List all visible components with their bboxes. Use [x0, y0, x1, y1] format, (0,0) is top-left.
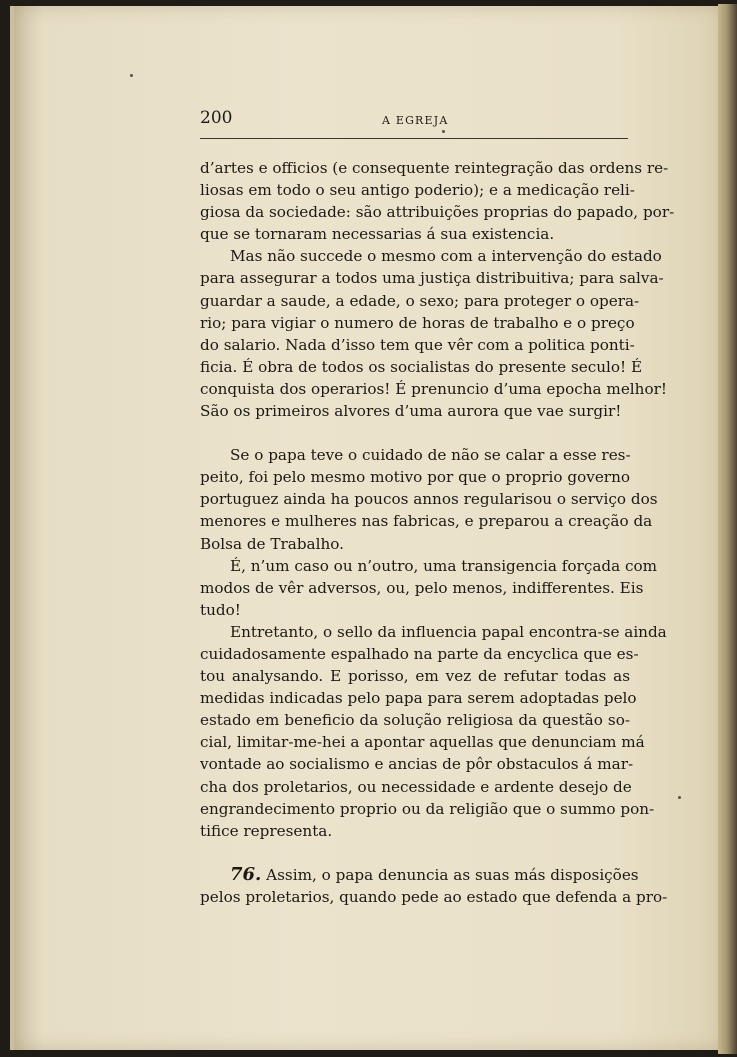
header-rule — [200, 138, 628, 139]
body-text — [200, 157, 675, 908]
paragraph — [200, 621, 667, 842]
text-line: conquista dos operarios! É prenuncio d’uma epocha melhor! — [200, 379, 667, 398]
text-line: Mas não succede o mesmo com a intervenção do estado — [230, 247, 662, 266]
text-line: É, n’um caso ou n’outro, uma transigencia forçada com — [230, 556, 658, 575]
text-line: Entretanto, o sello da influencia papal encontra-se ainda — [230, 622, 667, 641]
text-line: vontade ao socialismo e ancias de pôr obstaculos á mar- — [200, 755, 634, 774]
text-line: que se tornaram necessarias á sua existencia. — [200, 225, 555, 244]
text-line: guardar a saude, a edade, o sexo; para proteger o opera- — [200, 291, 640, 310]
paragraph-gap — [200, 422, 630, 444]
paragraph — [200, 863, 668, 908]
text-line: modos de vêr adversos, ou, pelo menos, indifferentes. Eis — [200, 578, 644, 597]
text-line: cuidadosamente espalhado na parte da encyclica que es- — [200, 644, 639, 663]
text-line: Bolsa de Trabalho. — [200, 534, 344, 553]
text-line: pelos proletarios, quando pede ao estado que defenda a pro- — [200, 887, 668, 906]
text-line: liosas em todo o seu antigo poderio); e a medicação reli- — [200, 181, 635, 200]
text-line: para assegurar a todos uma justiça distribuitiva; para salva- — [200, 269, 664, 288]
text-line: ficia. É obra de todos os socialistas do presente seculo! É — [200, 357, 643, 376]
section-number: 76. — [230, 863, 262, 885]
text-line: medidas indicadas pelo papa para serem adoptadas pelo — [200, 689, 637, 708]
text-line: giosa da sociedade: são attribuições proprias do papado, por- — [200, 203, 675, 222]
text-line: peito, foi pelo mesmo motivo por que o proprio governo — [200, 468, 630, 487]
page-edge-right — [718, 4, 737, 1054]
text-line: São os primeiros alvores d’uma aurora que vae surgir! — [200, 402, 622, 421]
text-line: do salario. Nada d’isso tem que vêr com a politica ponti- — [200, 335, 635, 354]
paragraph-gap — [200, 842, 630, 864]
paragraph — [200, 555, 658, 621]
text-line: estado em beneficio da solução religiosa da questão so- — [200, 711, 630, 730]
running-title: A EGREJA — [382, 114, 449, 127]
text-line: tifice representa. — [200, 821, 333, 840]
text-line: engrandecimento proprio ou da religião que o summo pon- — [200, 799, 655, 818]
text-line: cial, limitar-me-hei a apontar aquellas que denunciam má — [200, 733, 645, 752]
text-line: cha dos proletarios, ou necessidade e ardente desejo de — [200, 777, 632, 796]
paper-speck — [442, 130, 445, 133]
text-line: tou analysando. E porisso, em vez de refutar todas as — [200, 667, 630, 686]
text-line-content: Assim, o papa denuncia as suas más disposições — [261, 865, 639, 884]
text-line: d’artes e officios (e consequente reintegração das ordens re- — [200, 159, 669, 177]
paper-speck — [678, 796, 681, 799]
text-line: portuguez ainda ha poucos annos regularisou o serviço dos — [200, 490, 658, 509]
text-line: menores e mulheres nas fabricas, e preparou a creação da — [200, 512, 653, 531]
page-number: 200 — [200, 108, 233, 128]
paper-speck — [130, 74, 133, 77]
text-line: Se o papa teve o cuidado de não se calar a esse res- — [230, 446, 631, 465]
paragraph — [200, 444, 658, 554]
page-header — [200, 108, 628, 132]
paragraph — [200, 157, 675, 245]
text-line: tudo! — [200, 600, 241, 619]
text-line — [200, 863, 639, 886]
text-line: rio; para vigiar o numero de horas de trabalho e o preço — [200, 313, 635, 332]
paragraph — [200, 245, 667, 422]
